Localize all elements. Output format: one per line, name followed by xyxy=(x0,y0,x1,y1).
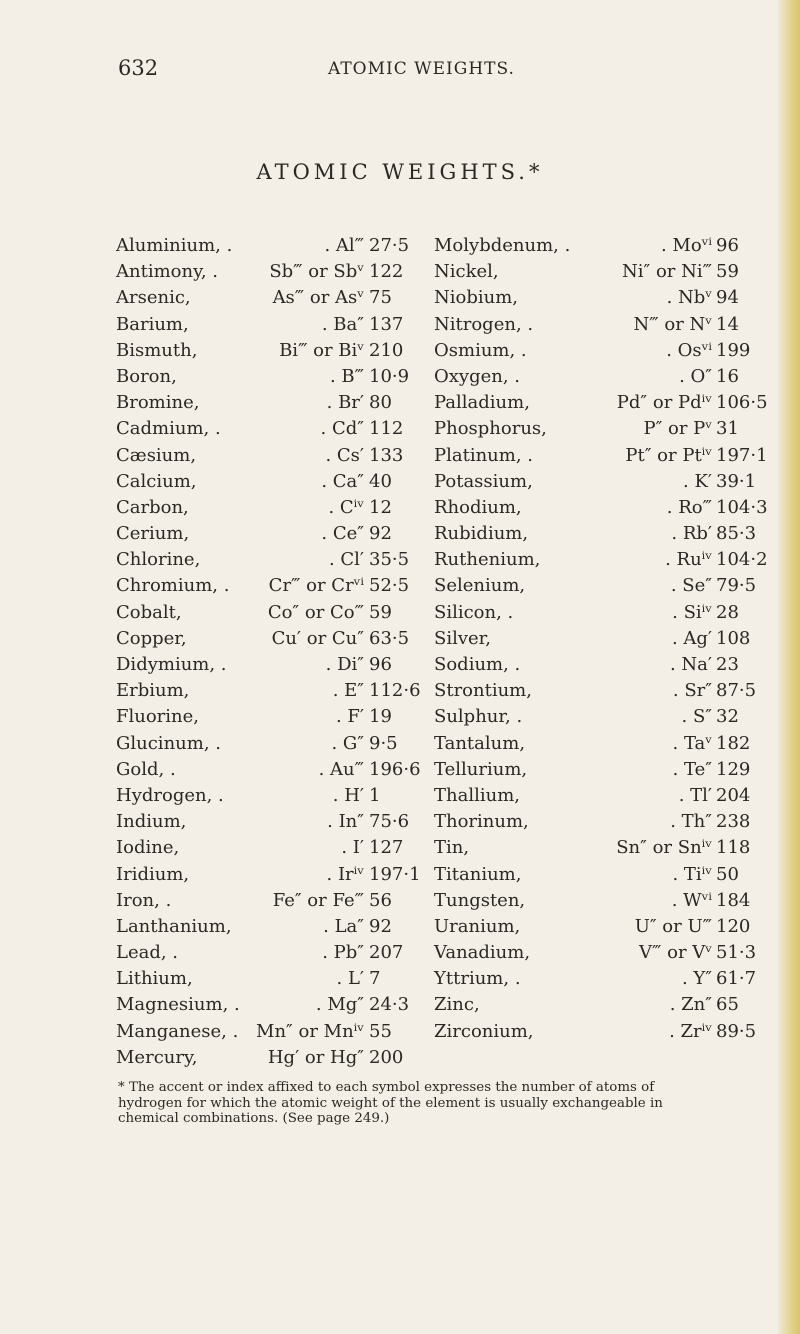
element-row xyxy=(434,942,764,968)
element-symbol: . Ruⁱᵛ xyxy=(665,549,712,571)
element-row xyxy=(116,418,436,444)
element-row xyxy=(434,523,764,549)
element-symbol: . Rb′ xyxy=(671,523,712,545)
element-symbol: . Di″ xyxy=(325,654,364,675)
element-symbol: . Th″ xyxy=(670,811,712,833)
element-row xyxy=(116,471,436,497)
element-symbol: . La″ xyxy=(323,915,364,937)
element-row xyxy=(434,314,764,340)
element-row xyxy=(116,733,436,759)
element-symbol: . S″ xyxy=(681,706,712,728)
atomic-weight: 10·9 xyxy=(369,365,410,387)
element-name: Copper, xyxy=(116,627,187,649)
atomic-weight: 210 xyxy=(369,339,404,361)
element-row xyxy=(116,340,436,366)
atomic-weight: 28 xyxy=(716,601,739,623)
element-row xyxy=(116,890,436,916)
atomic-weight: 112 xyxy=(369,418,404,440)
element-row xyxy=(434,994,764,1020)
element-name: Phosphorus, xyxy=(434,418,547,440)
element-symbol: . Sr″ xyxy=(672,680,712,702)
element-symbol: . Wᵛⁱ xyxy=(671,889,712,911)
element-row xyxy=(116,261,436,287)
atomic-weight: 96 xyxy=(369,654,392,675)
element-row xyxy=(116,549,436,575)
element-row xyxy=(434,235,764,261)
atomic-weight: 104·2 xyxy=(716,549,768,571)
atomic-weight: 92 xyxy=(369,523,392,545)
atomic-weight: 196·6 xyxy=(369,758,421,780)
atomic-weight: 96 xyxy=(716,235,739,256)
element-symbol: . K′ xyxy=(683,470,712,492)
element-row xyxy=(434,444,768,471)
element-row xyxy=(434,366,764,392)
element-symbol: . Moᵛⁱ xyxy=(660,235,712,256)
page-title: ATOMIC WEIGHTS.* xyxy=(256,160,544,184)
atomic-weight: 106·5 xyxy=(716,392,768,414)
element-symbol: . Siⁱᵛ xyxy=(672,601,712,623)
element-name: Oxygen, . xyxy=(434,365,521,387)
element-name: Iron, . xyxy=(116,889,172,911)
element-symbol: Bi‴ or Biᵛ xyxy=(279,339,364,361)
element-row xyxy=(116,366,436,392)
atomic-weight: 94 xyxy=(716,287,739,309)
element-symbol: N‴ or Nᵛ xyxy=(633,313,712,335)
atomic-weight: 200 xyxy=(369,1046,404,1068)
element-row xyxy=(434,340,764,366)
element-name: Barium, xyxy=(116,313,189,335)
element-symbol: . Zrⁱᵛ xyxy=(669,1020,712,1042)
element-symbol: P″ or Pᵛ xyxy=(643,418,712,440)
element-symbol: . Cs′ xyxy=(325,444,364,466)
element-symbol: . Osᵛⁱ xyxy=(666,339,712,361)
atomic-weight: 24·3 xyxy=(369,994,410,1016)
element-name: Thorinum, xyxy=(434,811,529,833)
atomic-weight: 207 xyxy=(369,942,404,964)
element-name: Osmium, . xyxy=(434,339,527,361)
element-name: Boron, xyxy=(116,365,177,387)
atomic-weight: 40 xyxy=(369,470,392,492)
element-symbol: . Y″ xyxy=(681,968,712,990)
element-symbol: . Tiⁱᵛ xyxy=(672,863,712,885)
element-name: Potassium, xyxy=(434,470,533,492)
element-row xyxy=(116,497,436,523)
element-name: Rhodium, xyxy=(434,496,522,518)
atomic-weight: 127 xyxy=(369,837,404,859)
element-name: Glucinum, . xyxy=(116,732,221,754)
element-name: Palladium, xyxy=(434,392,530,414)
element-symbol: . Ba″ xyxy=(321,313,364,335)
atomic-weight: 204 xyxy=(716,784,751,806)
element-name: Iodine, xyxy=(116,837,180,859)
element-row xyxy=(434,392,768,418)
running-title: ATOMIC WEIGHTS. xyxy=(328,59,515,79)
atomic-weight: 55 xyxy=(369,1020,392,1042)
element-name: Platinum, . xyxy=(434,444,534,466)
element-name: Indium, xyxy=(116,811,187,833)
atomic-weight: 52·5 xyxy=(369,575,410,597)
element-name: Carbon, xyxy=(116,496,189,518)
atomic-weight: 118 xyxy=(716,837,751,859)
element-name: Cobalt, xyxy=(116,601,182,623)
element-name: Hydrogen, . xyxy=(116,784,224,806)
element-symbol: . Tl′ xyxy=(678,784,712,806)
element-symbol: Sn″ or Snⁱᵛ xyxy=(616,837,712,859)
element-symbol: . Zn″ xyxy=(669,994,712,1016)
atomic-weight: 12 xyxy=(369,496,392,518)
element-symbol: . Irⁱᵛ xyxy=(326,863,364,885)
atomic-weight: 19 xyxy=(369,706,392,728)
element-name: Antimony, . xyxy=(116,261,219,283)
element-row xyxy=(434,785,764,811)
element-row xyxy=(116,575,436,601)
running-head xyxy=(118,56,678,86)
element-symbol: . Ag′ xyxy=(671,627,712,649)
element-row xyxy=(434,496,768,523)
element-symbol: . Ca″ xyxy=(321,470,364,492)
element-row xyxy=(434,261,764,287)
element-row xyxy=(116,235,436,261)
element-row xyxy=(434,628,764,654)
element-symbol: Cu′ or Cu″ xyxy=(271,627,364,649)
element-row xyxy=(116,314,436,340)
element-symbol: . L′ xyxy=(336,968,364,990)
element-symbol: . H′ xyxy=(332,784,364,806)
right-column xyxy=(434,235,768,1047)
element-symbol: . Mg″ xyxy=(315,994,364,1016)
element-row xyxy=(434,418,764,444)
element-name: Niobium, xyxy=(434,287,519,309)
element-name: Selenium, xyxy=(434,575,526,597)
atomic-weight: 182 xyxy=(716,732,751,754)
atomic-weight: 7 xyxy=(369,968,381,990)
element-row xyxy=(434,654,764,680)
element-row xyxy=(116,994,436,1020)
element-row xyxy=(434,575,764,601)
element-symbol: . Na′ xyxy=(669,654,712,675)
element-row xyxy=(434,916,764,942)
element-symbol: . Cd″ xyxy=(320,418,364,440)
element-symbol: . Te″ xyxy=(672,758,712,780)
element-row xyxy=(116,445,436,471)
element-symbol: . Nbᵛ xyxy=(666,287,712,309)
element-name: Chlorine, xyxy=(116,549,201,571)
element-symbol: . Taᵛ xyxy=(672,732,712,754)
element-name: Bromine, xyxy=(116,392,200,414)
element-symbol: Pt″ or Ptⁱᵛ xyxy=(625,444,712,466)
element-row xyxy=(434,602,764,628)
element-row xyxy=(116,837,436,863)
atomic-weight: 104·3 xyxy=(716,496,768,518)
atomic-weight: 56 xyxy=(369,889,392,911)
element-name: Lithium, xyxy=(116,968,193,990)
atomic-weight: 108 xyxy=(716,627,751,649)
element-name: Sodium, . xyxy=(434,654,521,675)
atomic-weight: 32 xyxy=(716,706,739,728)
atomic-weight: 79·5 xyxy=(716,575,757,597)
atomic-weight: 23 xyxy=(716,654,739,675)
element-name: Vanadium, xyxy=(434,942,531,964)
element-row xyxy=(434,1021,764,1047)
element-symbol: U″ or U‴ xyxy=(634,915,712,937)
element-name: Cæsium, xyxy=(116,444,197,466)
atomic-weight: 65 xyxy=(716,994,739,1016)
atomic-weight: 85·3 xyxy=(716,523,757,545)
atomic-weight: 14 xyxy=(716,313,739,335)
element-name: Rubidium, xyxy=(434,523,529,545)
element-row xyxy=(116,1021,436,1047)
element-name: Tellurium, xyxy=(434,758,528,780)
atomic-weight: 197·1 xyxy=(716,444,768,466)
element-name: Chromium, . xyxy=(116,575,230,597)
element-row xyxy=(434,680,764,706)
atomic-weight: 129 xyxy=(716,758,751,780)
element-symbol: . Se″ xyxy=(670,575,712,597)
element-symbol: . Al‴ xyxy=(324,235,364,256)
element-name: Uranium, xyxy=(434,915,521,937)
element-symbol: . E″ xyxy=(332,680,364,702)
element-row xyxy=(434,968,764,994)
element-symbol: . Br′ xyxy=(326,392,364,414)
element-row xyxy=(116,942,436,968)
element-symbol: . Ro‴ xyxy=(666,496,712,518)
element-name: Silver, xyxy=(434,627,492,649)
element-name: Zinc, xyxy=(434,994,480,1016)
page-number: 632 xyxy=(118,56,159,80)
element-name: Tungsten, xyxy=(434,889,526,911)
page-edge xyxy=(778,0,800,1334)
atomic-weight: 50 xyxy=(716,863,739,885)
atomic-weight: 87·5 xyxy=(716,680,757,702)
atomic-weight: 92 xyxy=(369,915,392,937)
element-row xyxy=(116,654,436,680)
element-name: Gold, . xyxy=(116,758,176,780)
element-symbol: . I′ xyxy=(341,837,364,859)
element-symbol: Fe″ or Fe‴ xyxy=(272,889,364,911)
element-row xyxy=(116,628,436,654)
element-name: Magnesium, . xyxy=(116,994,240,1016)
element-symbol: . In″ xyxy=(327,811,364,833)
element-symbol: . O″ xyxy=(679,365,712,387)
element-name: Calcium, xyxy=(116,470,197,492)
element-name: Didymium, . xyxy=(116,654,227,675)
element-name: Manganese, . xyxy=(116,1020,239,1042)
element-name: Lanthanium, xyxy=(116,915,232,937)
element-row xyxy=(434,287,764,313)
atomic-weight: 59 xyxy=(369,601,392,623)
atomic-weight: 51·3 xyxy=(716,942,757,964)
element-name: Molybdenum, . xyxy=(434,235,571,256)
element-symbol: V‴ or Vᵛ xyxy=(639,942,712,964)
atomic-weight: 120 xyxy=(716,915,751,937)
atomic-weight: 31 xyxy=(716,418,739,440)
element-name: Nickel, xyxy=(434,261,499,283)
element-name: Bismuth, xyxy=(116,339,198,361)
element-symbol: Co″ or Co‴ xyxy=(267,601,364,623)
element-row xyxy=(434,549,768,575)
footnote-text: * The accent or index affixed to each symbol expresses the number of atoms of hydrogen for which the atomic weight of the element is usually exchangeable in chemical combinations. (See page 249.) xyxy=(118,1080,663,1126)
left-column xyxy=(116,235,436,1073)
element-name: Zirconium, xyxy=(434,1020,534,1042)
element-name: Arsenic, xyxy=(116,287,191,309)
footnote xyxy=(118,1080,688,1127)
atomic-weight: 59 xyxy=(716,261,739,283)
element-row xyxy=(434,706,764,732)
element-symbol: . Pb″ xyxy=(322,942,364,964)
element-row xyxy=(434,811,764,837)
element-row xyxy=(116,916,436,942)
element-row xyxy=(116,759,436,785)
element-name: Lead, . xyxy=(116,942,179,964)
atomic-weight: 63·5 xyxy=(369,627,410,649)
element-row xyxy=(116,811,436,837)
atomic-weight: 75 xyxy=(369,287,392,309)
element-row xyxy=(116,287,436,313)
atomic-weight: 238 xyxy=(716,811,751,833)
atomic-weight: 1 xyxy=(369,784,381,806)
element-name: Thallium, xyxy=(434,784,520,806)
atomic-weight: 112·6 xyxy=(369,680,421,702)
element-symbol: . G″ xyxy=(331,732,364,754)
atomic-weight: 122 xyxy=(369,261,404,283)
element-name: Titanium, xyxy=(434,863,522,885)
element-symbol: As‴ or Asᵛ xyxy=(272,287,364,309)
element-name: Erbium, xyxy=(116,680,190,702)
element-row xyxy=(434,471,764,497)
atomic-weight: 197·1 xyxy=(369,863,421,885)
element-symbol: . Cl′ xyxy=(328,549,364,571)
element-row xyxy=(116,706,436,732)
element-symbol: Hg′ or Hg″ xyxy=(267,1046,364,1068)
atomic-weight: 27·5 xyxy=(369,235,410,256)
element-row xyxy=(116,680,436,706)
element-symbol: . Ce″ xyxy=(321,523,364,545)
element-symbol: . B‴ xyxy=(329,365,364,387)
element-symbol: Sb‴ or Sbᵛ xyxy=(269,261,364,283)
element-name: Aluminium, . xyxy=(116,235,233,256)
element-row xyxy=(116,864,436,890)
element-name: Silicon, . xyxy=(434,601,514,623)
atomic-weight: 184 xyxy=(716,889,751,911)
element-name: Tantalum, xyxy=(434,732,526,754)
element-name: Yttrium, . xyxy=(434,968,521,990)
element-name: Iridium, xyxy=(116,863,190,885)
atomic-weight: 9·5 xyxy=(369,732,398,754)
atomic-weight: 199 xyxy=(716,339,751,361)
atomic-weight: 89·5 xyxy=(716,1020,757,1042)
atomic-weight: 16 xyxy=(716,365,739,387)
element-row xyxy=(116,968,436,994)
element-row xyxy=(116,785,436,811)
element-name: Nitrogen, . xyxy=(434,313,534,335)
element-name: Sulphur, . xyxy=(434,706,523,728)
element-name: Fluorine, xyxy=(116,706,200,728)
atomic-weight: 75·6 xyxy=(369,811,410,833)
element-name: Ruthenium, xyxy=(434,549,541,571)
atomic-weight: 61·7 xyxy=(716,968,757,990)
element-row xyxy=(116,1047,436,1073)
atomic-weight: 137 xyxy=(369,313,404,335)
atomic-weight: 39·1 xyxy=(716,470,757,492)
element-row xyxy=(116,523,436,549)
atomic-weight: 80 xyxy=(369,392,392,414)
atomic-weight: 133 xyxy=(369,444,404,466)
atomic-weight: 35·5 xyxy=(369,549,410,571)
element-name: Tin, xyxy=(434,837,470,859)
element-row xyxy=(434,864,764,890)
element-name: Cerium, xyxy=(116,523,190,545)
element-row xyxy=(116,392,436,418)
element-row xyxy=(434,759,764,785)
element-name: Cadmium, . xyxy=(116,418,221,440)
element-row xyxy=(434,890,764,916)
element-symbol: Mn″ or Mnⁱᵛ xyxy=(256,1020,364,1042)
element-symbol: Ni″ or Ni‴ xyxy=(622,261,712,283)
element-row xyxy=(116,602,436,628)
element-symbol: . F′ xyxy=(335,706,364,728)
element-row xyxy=(434,733,764,759)
element-row xyxy=(434,837,764,863)
element-symbol: . Au‴ xyxy=(318,758,364,780)
element-symbol: . Cⁱᵛ xyxy=(328,496,364,518)
element-symbol: Cr‴ or Crᵛⁱ xyxy=(268,575,364,597)
element-name: Strontium, xyxy=(434,680,532,702)
element-symbol: Pd″ or Pdⁱᵛ xyxy=(616,392,712,414)
element-name: Mercury, xyxy=(116,1046,198,1068)
